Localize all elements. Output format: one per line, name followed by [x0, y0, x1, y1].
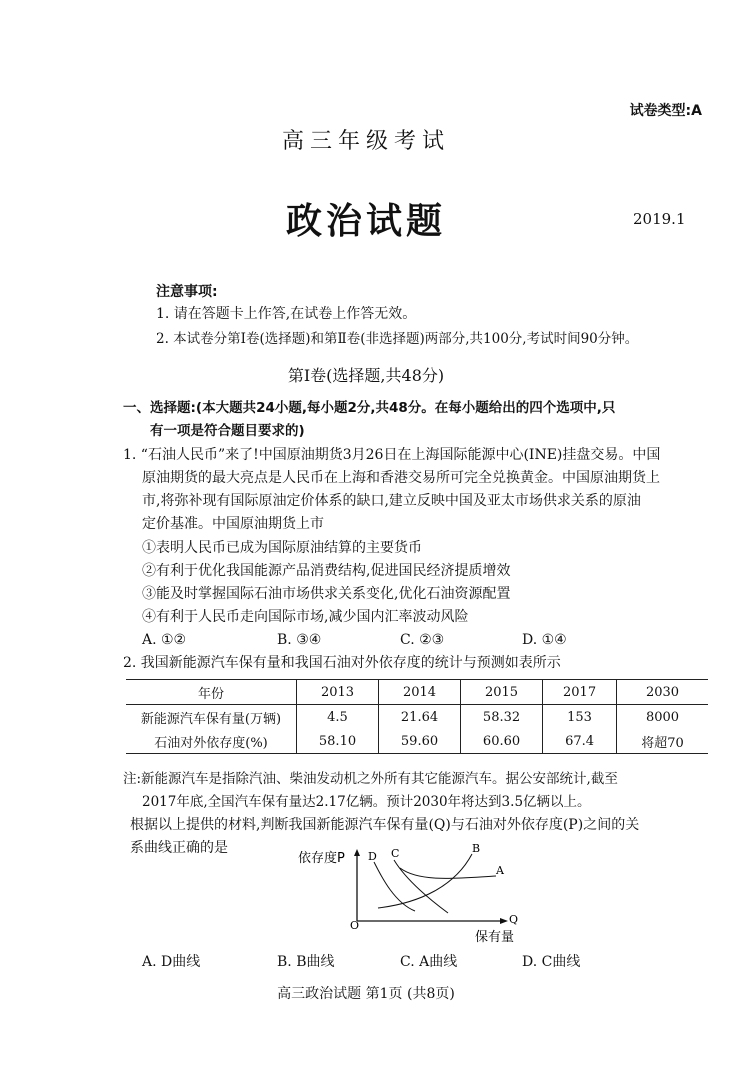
- page-title: 政治试题: [285, 200, 446, 242]
- table-cell: 新能源汽车保有量(万辆): [140, 711, 282, 727]
- relation-graph: [290, 838, 530, 948]
- instruction-line-1: 一、选择题:(本大题共24小题,每小题2分,共48分。在每小题给出的四个选项中,只: [123, 400, 616, 416]
- table-cell: 59.60: [379, 729, 461, 754]
- q1-item-2: ②有利于优化我国能源产品消费结构,促进国民经济提质增效: [142, 563, 511, 579]
- q1-item-1: ①表明人民币已成为国际原油结算的主要货币: [142, 540, 422, 556]
- q1-option-c: C. ②③: [400, 632, 445, 648]
- table-cell: 将超70: [617, 729, 708, 754]
- table-cell: 2030: [617, 680, 708, 705]
- curve-d-label: D: [368, 850, 377, 863]
- q1-option-b: B. ③④: [277, 632, 322, 648]
- graph-origin-label: O: [350, 919, 360, 932]
- instruction-line-2: 有一项是符合题目要求的): [150, 423, 305, 439]
- q2-option-d: D. C曲线: [522, 954, 581, 970]
- table-cell: 2017: [543, 680, 617, 705]
- grade-title: 高三年级考试: [281, 129, 450, 154]
- q2-question-line-1: 根据以上提供的材料,判断我国新能源汽车保有量(Q)与石油对外依存度(P)之间的关: [130, 817, 640, 833]
- exam-date: 2019.1: [633, 210, 686, 228]
- table-cell: 153: [543, 705, 617, 730]
- q2-question-line-2: 系曲线正确的是: [130, 840, 228, 856]
- curve-c: [394, 860, 448, 913]
- q2-option-b: B. B曲线: [277, 954, 335, 970]
- table-cell: 2013: [297, 680, 379, 705]
- y-axis-arrow-icon: [354, 849, 360, 856]
- table-cell: 67.4: [543, 729, 617, 754]
- table-cell: 4.5: [297, 705, 379, 730]
- q1-item-4: ④有利于人民币走向国际市场,减少国内汇率波动风险: [142, 609, 469, 625]
- table-cell: 2014: [379, 680, 461, 705]
- graph-y-label: 依存度P: [298, 851, 345, 866]
- table-cell: 60.60: [461, 729, 543, 754]
- notice-title: 注意事项:: [156, 284, 218, 300]
- table-cell: 21.64: [379, 705, 461, 730]
- table-row: [126, 729, 708, 754]
- q2-option-c: C. A曲线: [400, 954, 458, 970]
- notice-item-1: 1. 请在答题卡上作答,在试卷上作答无效。: [156, 306, 417, 322]
- curve-b-label: B: [472, 842, 481, 855]
- notice-item-2: 2. 本试卷分第Ⅰ卷(选择题)和第Ⅱ卷(非选择题)两部分,共100分,考试时间90分钟。: [156, 331, 639, 347]
- x-axis-arrow-icon: [500, 918, 508, 924]
- q2-note-line-1: 注:新能源汽车是指除汽油、柴油发动机之外所有其它能源汽车。据公安部统计,截至: [123, 771, 618, 787]
- graph-x-axis-label: Q: [509, 913, 519, 926]
- q1-option-a: A. ①②: [142, 632, 187, 648]
- q1-stem-line-3: 市,将弥补现有国际原油定价体系的缺口,建立反映中国及亚太市场供求关系的原油: [142, 493, 641, 509]
- paper-type-label: 试卷类型:A: [629, 103, 702, 119]
- curve-b: [378, 854, 472, 908]
- table-cell: 年份: [126, 680, 297, 705]
- q2-stem: 2. 我国新能源汽车保有量和我国石油对外依存度的统计与预测如表所示: [123, 655, 561, 671]
- q1-option-d: D. ①④: [522, 632, 567, 648]
- q1-item-3: ③能及时掌握国际石油市场供求关系变化,优化石油资源配置: [142, 586, 511, 602]
- table-cell: 石油对外依存度(%): [126, 729, 297, 754]
- section-title: 第Ⅰ卷(选择题,共48分): [287, 366, 445, 385]
- q2-option-a: A. D曲线: [142, 954, 201, 970]
- data-table: [126, 679, 708, 754]
- curve-c-label: C: [391, 847, 400, 860]
- table-cell: 8000: [617, 705, 708, 730]
- curve-a-label: A: [496, 864, 504, 877]
- q1-stem-line-2: 原油期货的最大亮点是人民币在上海和香港交易所可完全兑换黄金。中国原油期货上: [142, 470, 660, 486]
- curve-a: [400, 868, 496, 878]
- table-row: [126, 705, 708, 730]
- table-header-row: [126, 680, 708, 705]
- table-cell: 58.10: [297, 729, 379, 754]
- q1-stem-line-4: 定价基准。中国原油期货上市: [142, 516, 324, 532]
- q2-note-line-2: 2017年底,全国汽车保有量达2.17亿辆。预计2030年将达到3.5亿辆以上。: [142, 794, 591, 810]
- q1-stem-line-1: 1. “石油人民币”来了!中国原油期货3月26日在上海国际能源中心(INE)挂盘交易。中国: [123, 447, 661, 463]
- table-cell: 58.32: [461, 705, 543, 730]
- table-cell: 2015: [461, 680, 543, 705]
- graph-x-label: 保有量: [475, 930, 515, 945]
- page-footer: 高三政治试题 第1页 (共8页): [277, 986, 455, 1002]
- curve-d: [374, 862, 415, 911]
